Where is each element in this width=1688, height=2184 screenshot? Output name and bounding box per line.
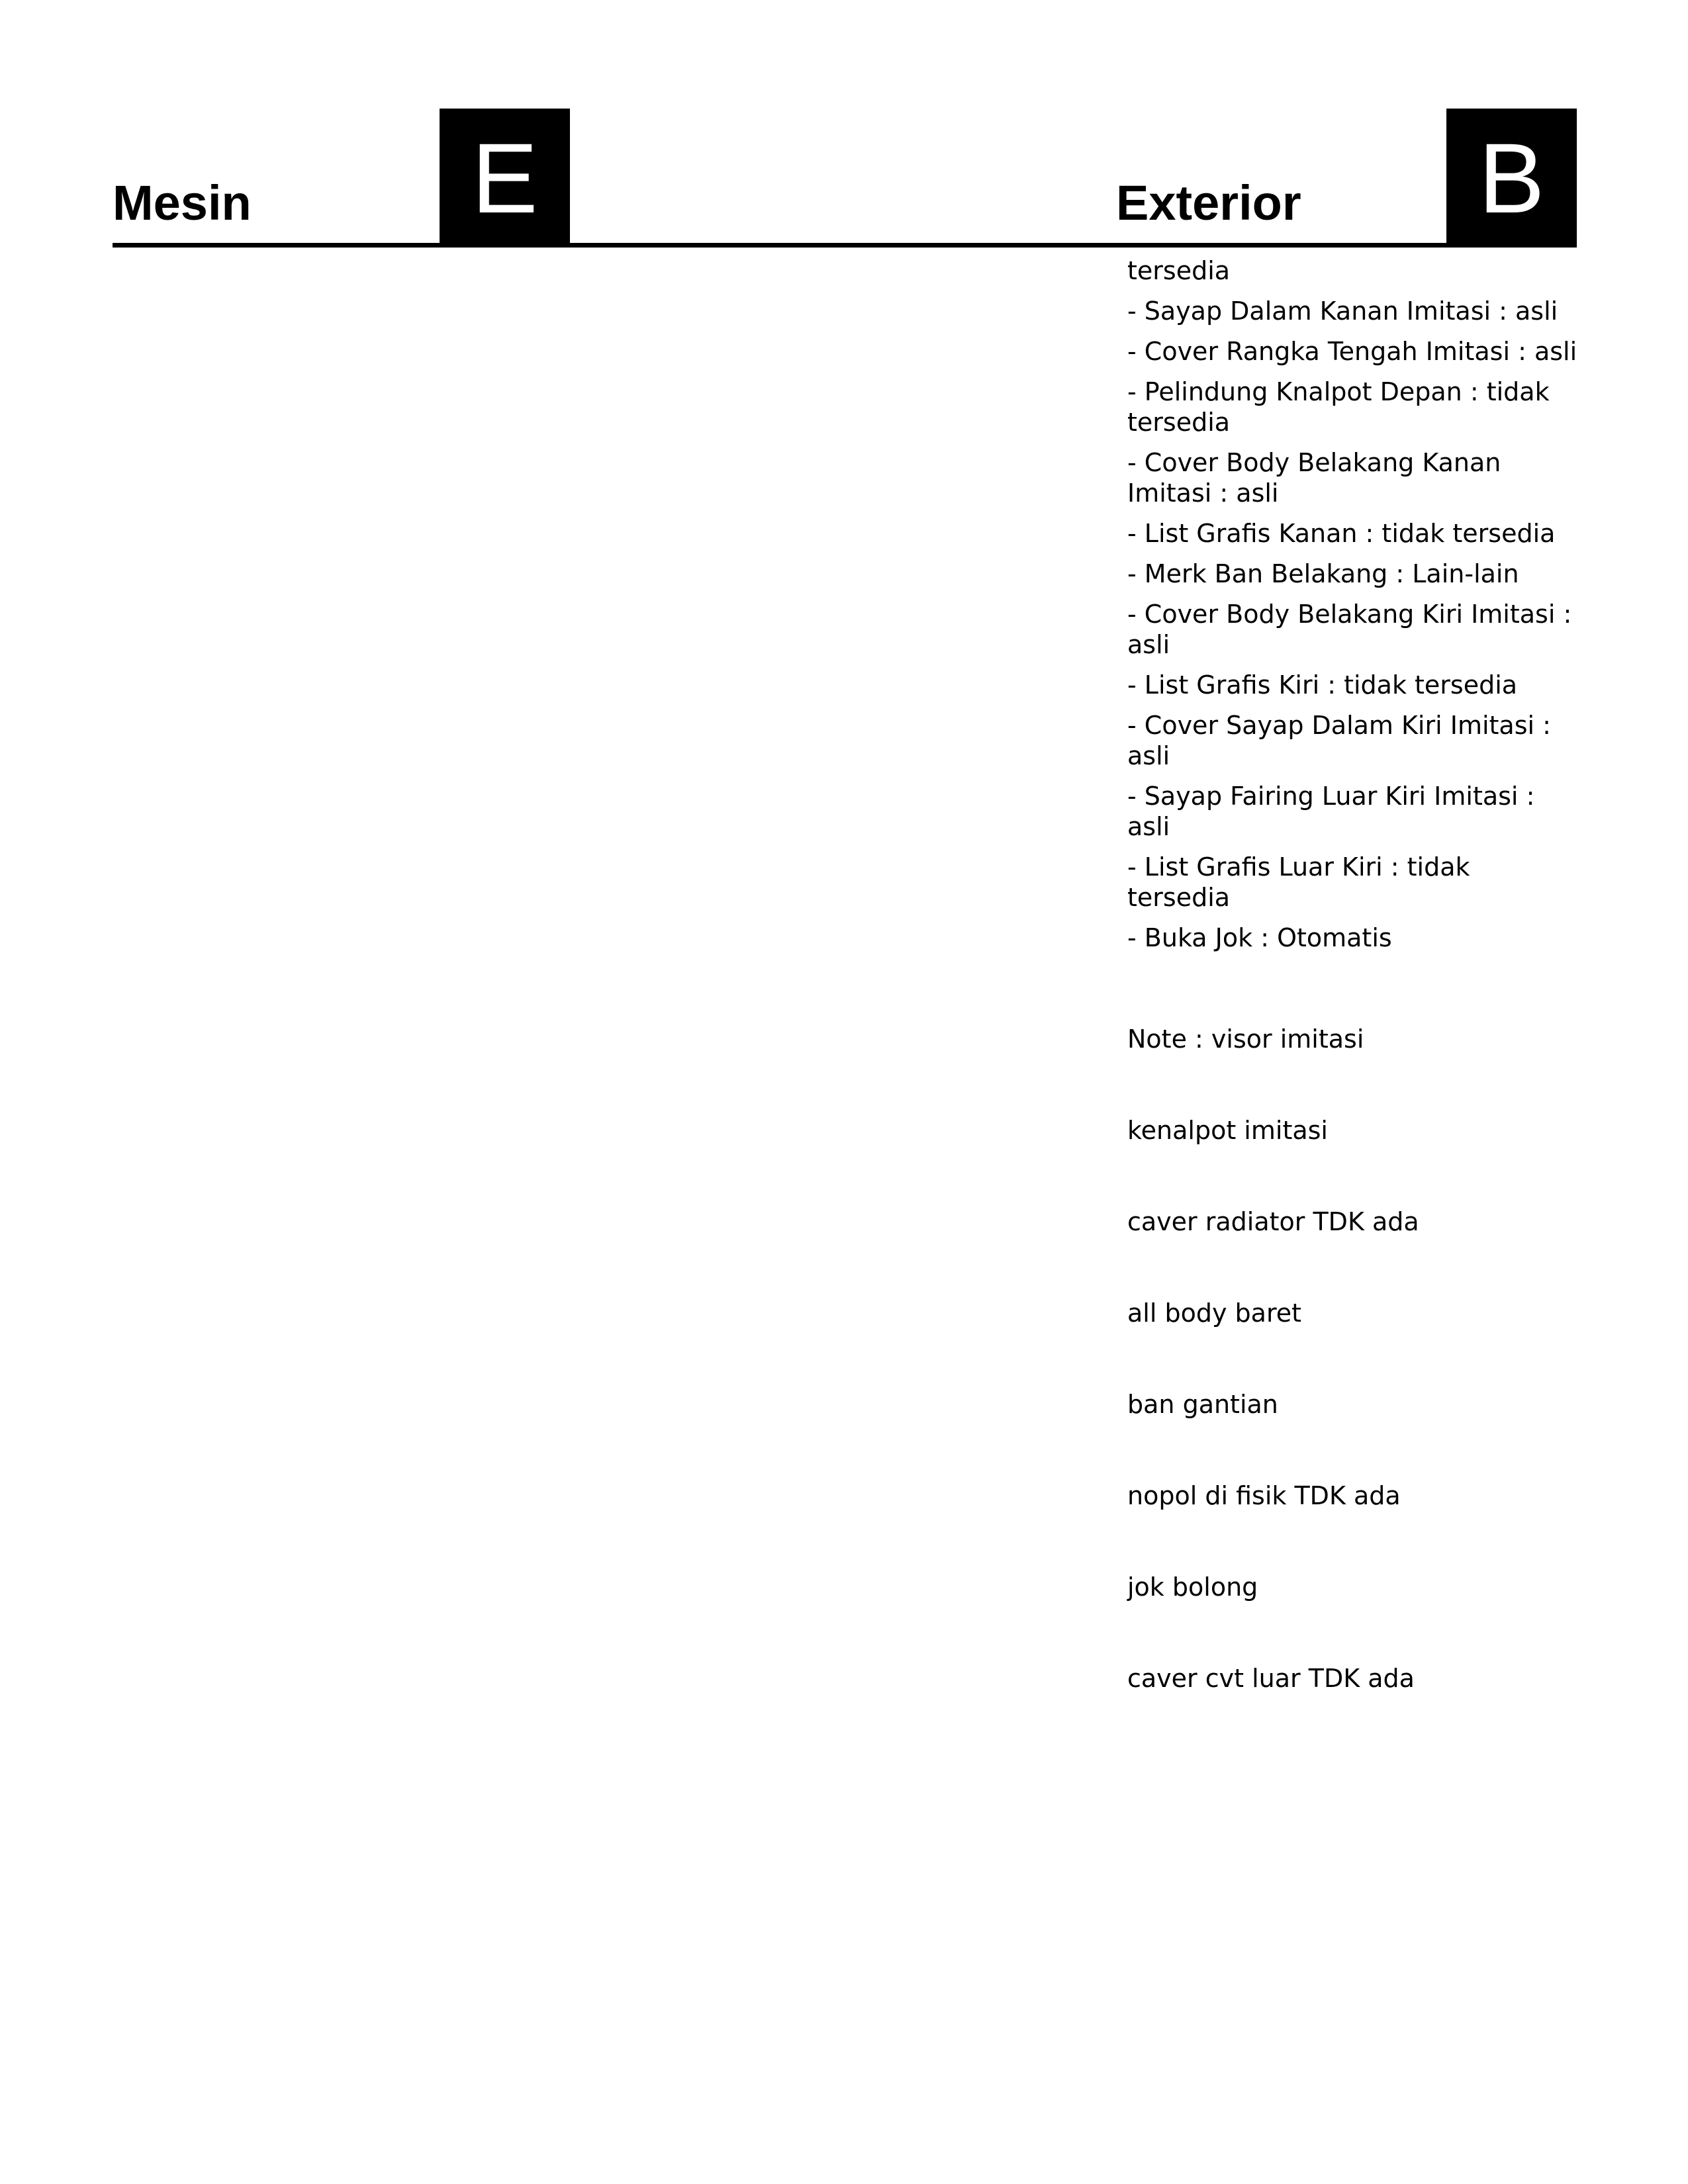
note-line: caver radiator TDK ada: [1127, 1207, 1419, 1236]
exterior-item: - Merk Ban Belakang : Lain-lain: [1127, 559, 1519, 588]
exterior-item: - Cover Sayap Dalam Kiri Imitasi : asli: [1127, 711, 1560, 770]
exterior-item: - Cover Body Belakang Kanan Imitasi : asli: [1127, 448, 1509, 508]
note-line: nopol di fisik TDK ada: [1127, 1481, 1401, 1510]
exterior-item: - Buka Jok : Otomatis: [1127, 923, 1392, 952]
exterior-item: - Cover Body Belakang Kiri Imitasi : asli: [1127, 600, 1580, 659]
exterior-item: - List Grafis Kiri : tidak tersedia: [1127, 670, 1518, 700]
note-line: kenalpot imitasi: [1127, 1116, 1328, 1145]
note-block: [1127, 963, 1577, 1754]
note-line: jok bolong: [1127, 1572, 1258, 1602]
exterior-item: - Cover Rangka Tengah Imitasi : asli: [1127, 337, 1577, 366]
grade-badge-mesin: E: [440, 109, 570, 246]
note-line: Note : visor imitasi: [1127, 1024, 1364, 1054]
note-line: all body baret: [1127, 1298, 1302, 1328]
header-divider: [113, 243, 1577, 248]
grade-badge-exterior: B: [1446, 109, 1577, 246]
exterior-item: - Sayap Dalam Kanan Imitasi : asli: [1127, 296, 1558, 326]
note-line: ban gantian: [1127, 1390, 1278, 1419]
exterior-item: - Sayap Fairing Luar Kiri Imitasi : asli: [1127, 782, 1543, 841]
exterior-details-column: [1127, 255, 1580, 1764]
exterior-item: tersedia: [1127, 256, 1231, 285]
section-title-mesin: Mesin: [113, 175, 252, 230]
note-line: caver cvt luar TDK ada: [1127, 1664, 1415, 1693]
exterior-item: - Pelindung Knalpot Depan : tidak tersedia: [1127, 377, 1558, 437]
section-title-exterior: Exterior: [1116, 175, 1301, 230]
exterior-item: - List Grafis Luar Kiri : tidak tersedia: [1127, 852, 1478, 912]
exterior-item: - List Grafis Kanan : tidak tersedia: [1127, 519, 1556, 548]
